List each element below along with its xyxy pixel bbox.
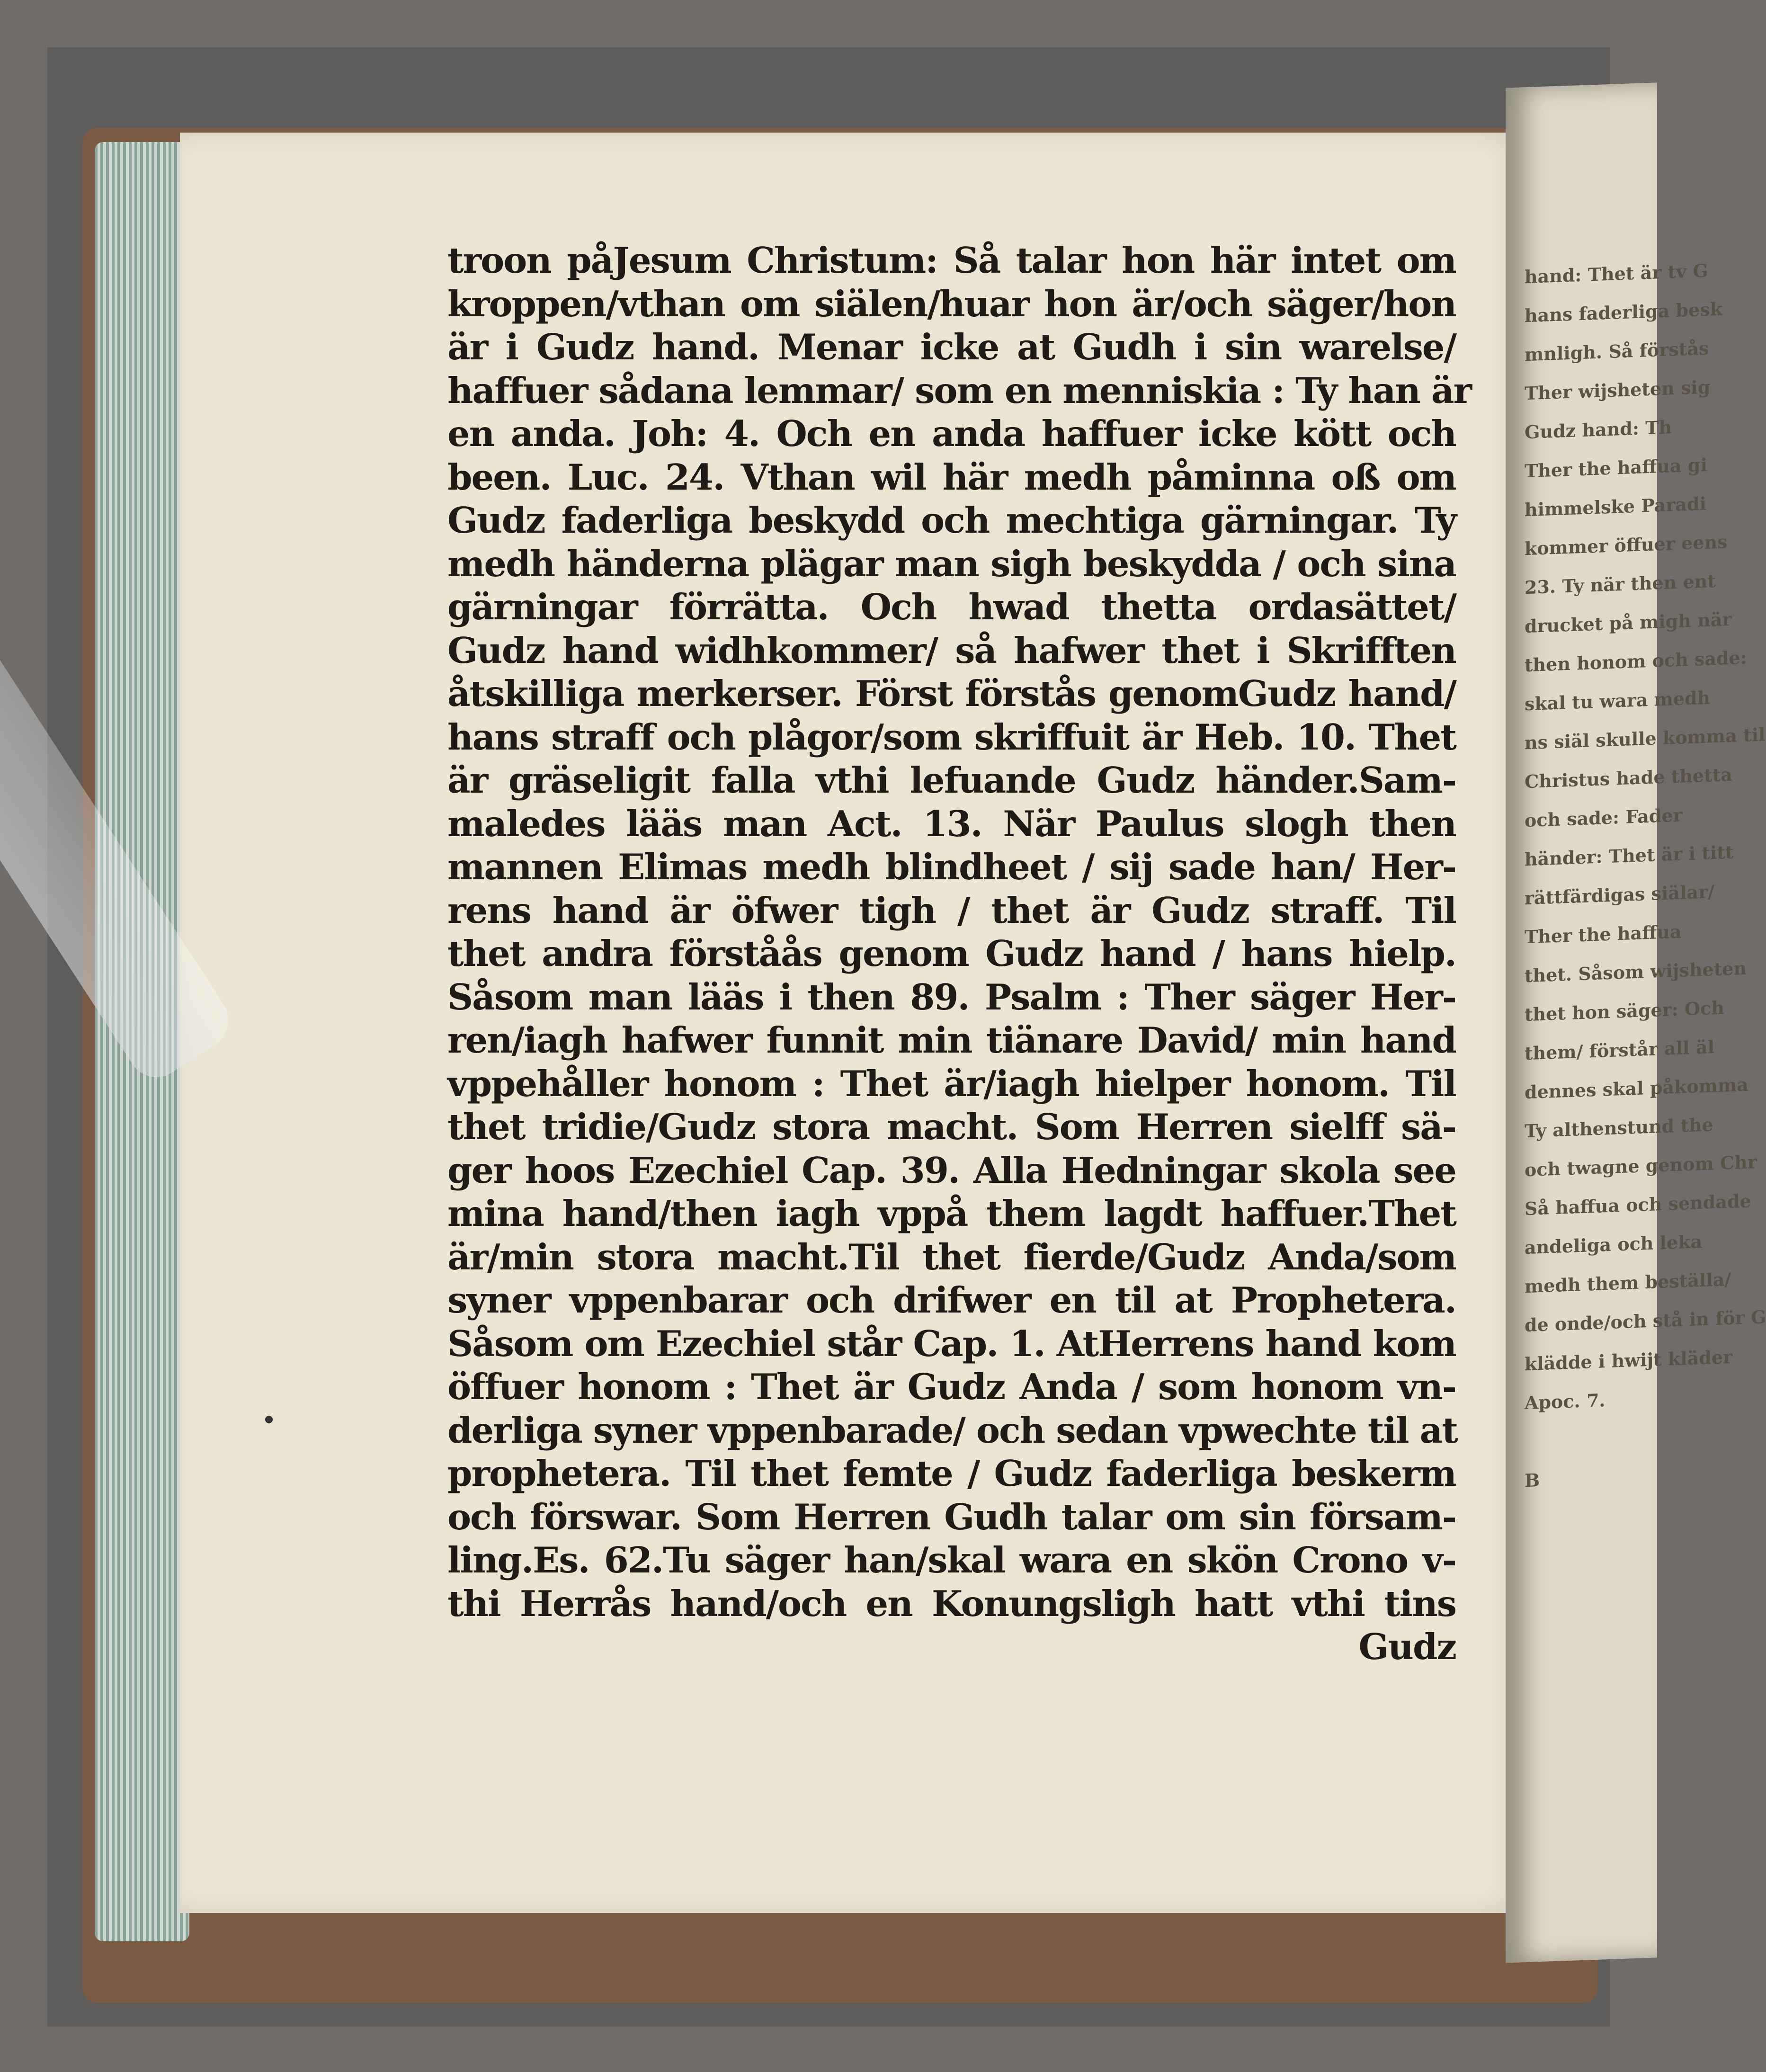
facing-text-line: rättfärdigas siälar/	[1525, 881, 1714, 909]
facing-text-line: skal tu wara medh	[1525, 687, 1711, 715]
facing-text-line: Så haffua och sendade	[1525, 1190, 1751, 1220]
text-line: Gudz faderliga beskydd och mechtiga gärningar. Ty	[447, 500, 1456, 541]
facing-text-line: klädde i hwijt kläder	[1525, 1346, 1733, 1375]
text-line: ling.Es. 62.Tu säger han/skal wara en skön Crono v-	[447, 1539, 1456, 1581]
text-line: är gräseligit falla vthi lefuande Gudz händer.Sam-	[447, 759, 1456, 801]
facing-text-line: Ther the haffua	[1525, 920, 1682, 948]
text-line: vppehåller honom : Thet är/iagh hielper honom. Til	[447, 1063, 1456, 1105]
facing-text-line: och sade: Fader	[1525, 804, 1683, 831]
text-line: kroppen/vthan om siälen/huar hon är/och säger/hon	[447, 283, 1456, 325]
text-line: en anda. Joh: 4. Och en anda haffuer icke kött och	[447, 413, 1456, 455]
facing-text-line: Ty althenstund the	[1525, 1114, 1713, 1142]
facing-text-line: dennes skal påkomma	[1525, 1073, 1748, 1103]
facing-text-line: andeliga och leka	[1525, 1231, 1703, 1259]
text-line: åtskilliga merkerser. Först förstås genomGudz hand/	[447, 673, 1456, 714]
facing-text-line: och twagne genom Chr	[1525, 1151, 1757, 1181]
ink-spot	[265, 1416, 273, 1423]
facing-text-line: B	[1525, 1469, 1540, 1491]
facing-text-line: mnligh. Så förstås	[1525, 337, 1709, 366]
text-line: är/min stora macht.Til thet fierde/Gudz Anda/som	[447, 1236, 1456, 1278]
text-line: thet tridie/Gudz stora macht. Som Herren sielff sä-	[447, 1106, 1456, 1148]
facing-text-line: Ther the haffua gi	[1525, 454, 1707, 482]
text-line: Såsom om Ezechiel står Cap. 1. AtHerrens hand kom	[447, 1322, 1456, 1365]
text-line: Gudz	[1358, 1626, 1456, 1668]
text-line: prophetera. Til thet femte / Gudz faderliga beskerm	[447, 1453, 1456, 1494]
facing-text-line: hans faderliga besk	[1525, 298, 1722, 327]
text-line: och förswar. Som Herren Gudh talar om sin försam-	[447, 1496, 1456, 1538]
text-line: derliga syner vppenbarade/ och sedan vpwechte til at	[447, 1409, 1457, 1451]
facing-text-line: drucket på migh när	[1525, 608, 1732, 637]
facing-text-line: händer: Thet är i titt	[1525, 841, 1734, 870]
facing-page	[1506, 82, 1766, 1963]
page-text	[447, 239, 1472, 1669]
facing-text-line: de onde/och stå in för G	[1525, 1306, 1766, 1336]
text-line: medh händerna plägar man sigh beskydda / och sina	[447, 543, 1456, 585]
facing-text-line: then honom och sade:	[1525, 646, 1747, 676]
facing-text-line: Ther wijsheten sig	[1525, 376, 1711, 404]
facing-text-line: hand: Thet är tv G	[1525, 259, 1708, 288]
text-line: hans straff och plågor/som skriffuit är Heb. 10. Thet	[447, 716, 1456, 758]
facing-text-line: Gudz hand: Th	[1525, 416, 1672, 443]
text-line: gärningar förrätta. Och hwad thetta ordasättet/	[447, 586, 1456, 628]
text-line: är i Gudz hand. Menar icke at Gudh i sin warelse/	[447, 326, 1456, 368]
facing-text-line: Apoc. 7.	[1525, 1389, 1605, 1414]
text-line: mannen Elimas medh blindheet / sij sade han/ Her-	[447, 846, 1456, 888]
text-line: öffuer honom : Thet är Gudz Anda / som honom vn-	[447, 1366, 1456, 1408]
facing-text-line: kommer öffuer eens	[1525, 531, 1728, 560]
facing-text-line: Christus hade thetta	[1525, 763, 1732, 793]
text-line: syner vppenbarar och drifwer en til at Prophetera.	[447, 1279, 1456, 1321]
text-line: troon påJesum Christum: Så talar hon här intet om	[447, 240, 1456, 281]
text-line: mina hand/then iagh vppå them lagdt haffuer.Thet	[447, 1193, 1456, 1234]
facing-text-line: ns siäl skulle komma til	[1525, 723, 1766, 754]
facing-text-line	[1506, 1418, 1657, 1462]
facing-text-line: thet hon säger: Och	[1525, 997, 1724, 1026]
text-line: ren/iagh hafwer funnit min tiänare David/ min hand	[447, 1019, 1456, 1061]
facing-text-line: them/ förstår all äl	[1525, 1036, 1714, 1064]
facing-text-line: himmelske Paradi	[1525, 492, 1707, 521]
text-line: thi Herrås hand/och en Konungsligh hatt vthi tins	[447, 1582, 1456, 1625]
facing-text-line: medh them beställa/	[1525, 1268, 1731, 1297]
facing-text-line: thet. Såsom wijsheten	[1525, 957, 1747, 987]
text-line: thet andra förståås genom Gudz hand / hans hielp.	[447, 933, 1456, 974]
text-line: maledes lääs man Act. 13. När Paulus slogh then	[447, 803, 1456, 845]
facing-text-line: 23. Ty när then ent	[1525, 570, 1716, 598]
text-line: Gudz hand widhkommer/ så hafwer thet i Skrifften	[447, 629, 1456, 671]
text-line: Såsom man lääs i then 89. Psalm : Ther säger Her-	[447, 976, 1456, 1018]
text-line: haffuer sådana lemmar/ som en menniskia : Ty han är	[447, 369, 1472, 411]
text-line: rens hand är öfwer tigh / thet är Gudz straff. Til	[447, 889, 1456, 931]
text-line: ger hoos Ezechiel Cap. 39. Alla Hedningar skola see	[447, 1149, 1456, 1191]
text-line: been. Luc. 24. Vthan wil här medh påminna oß om	[447, 456, 1456, 498]
